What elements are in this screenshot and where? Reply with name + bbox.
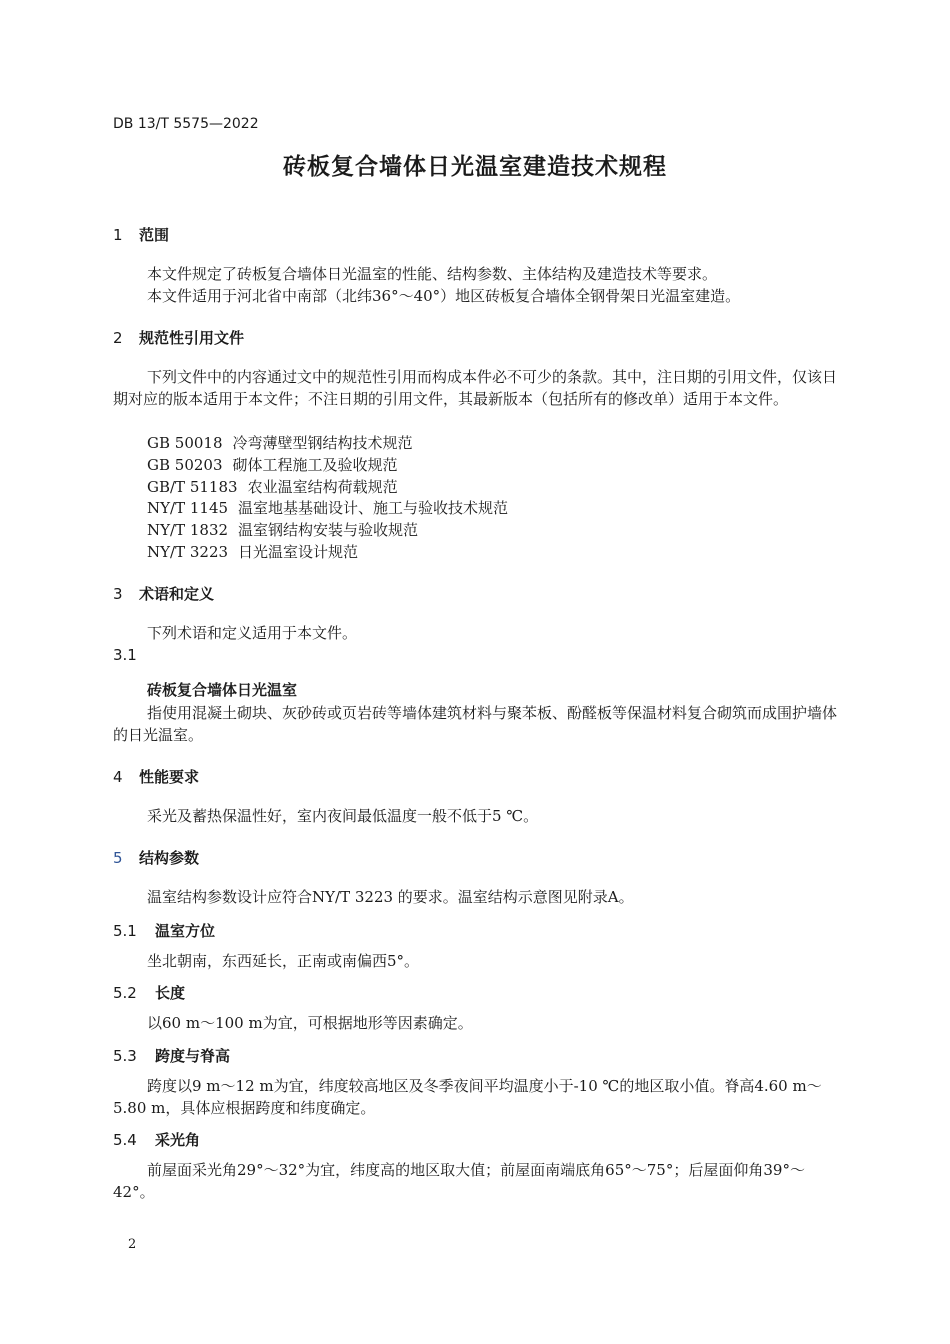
subsection-title: 采光角 xyxy=(155,1131,201,1149)
section-4-heading xyxy=(113,766,199,787)
section-title: 规范性引用文件 xyxy=(139,329,245,347)
subsection-number: 5.1 xyxy=(113,922,137,940)
reference-code: NY/T 1832 xyxy=(147,521,229,539)
reference-code: GB 50018 xyxy=(147,434,223,452)
subsection-number: 5.3 xyxy=(113,1047,137,1065)
paragraph: 以60 m～100 m为宜，可根据地形等因素确定。 xyxy=(147,1014,473,1032)
paragraph: 前屋面采光角29°～32°为宜，纬度高的地区取大值；前屋面南端底角65°～75°；后屋面仰角39°～42°。 xyxy=(113,1161,805,1201)
section-3-heading xyxy=(113,583,214,604)
section-number: 1 xyxy=(113,226,123,244)
term-definition: 指使用混凝土砌块、灰砂砖或页岩砖等墙体建筑材料与聚苯板、酚醛板等保温材料复合砌筑而成围护墙体的日光温室。 xyxy=(113,704,838,744)
section-number: 5 xyxy=(113,849,123,867)
paragraph: 温室结构参数设计应符合NY/T 3223 的要求。温室结构示意图见附录A。 xyxy=(147,888,634,906)
reference-code: NY/T 3223 xyxy=(147,543,229,561)
paragraph: 下列文件中的内容通过文中的规范性引用而构成本件必不可少的条款。其中，注日期的引用文件，仅该日期对应的版本适用于本文件；不注日期的引用文件，其最新版本（包括所有的修改单）适用于本文件。 xyxy=(113,368,838,408)
section-title: 范围 xyxy=(139,226,170,244)
section-1-heading xyxy=(113,224,169,245)
section-number: 3 xyxy=(113,585,123,603)
reference-name: 农业温室结构荷载规范 xyxy=(247,478,398,496)
reference-name: 冷弯薄壁型钢结构技术规范 xyxy=(232,434,413,452)
subsection-number: 5.4 xyxy=(113,1131,137,1149)
section-title: 术语和定义 xyxy=(139,585,215,603)
section-number: 2 xyxy=(113,329,123,347)
page-title: 砖板复合墙体日光温室建造技术规程 xyxy=(283,154,667,180)
reference-item xyxy=(147,541,358,562)
reference-item xyxy=(147,497,508,518)
reference-name: 温室地基基础设计、施工与验收技术规范 xyxy=(238,499,509,517)
reference-item xyxy=(147,519,418,540)
paragraph: 本文件适用于河北省中南部（北纬36°～40°）地区砖板复合墙体全钢骨架日光温室建造。 xyxy=(147,287,741,305)
paragraph: 坐北朝南，东西延长，正南或南偏西5°。 xyxy=(147,952,420,970)
reference-item xyxy=(147,454,398,475)
subsection-title: 长度 xyxy=(155,984,186,1002)
subsection-number: 5.2 xyxy=(113,984,137,1002)
section-title: 性能要求 xyxy=(139,768,200,786)
subsection-5-4-heading xyxy=(113,1129,200,1150)
subsection-title: 温室方位 xyxy=(155,922,216,940)
reference-item xyxy=(147,432,413,453)
paragraph: 本文件规定了砖板复合墙体日光温室的性能、结构参数、主体结构及建造技术等要求。 xyxy=(147,265,718,283)
reference-name: 温室钢结构安装与验收规范 xyxy=(238,521,419,539)
document-code: DB 13/T 5575—2022 xyxy=(113,116,259,132)
section-2-heading xyxy=(113,327,244,348)
reference-code: GB 50203 xyxy=(147,456,223,474)
section-number: 4 xyxy=(113,768,123,786)
subsection-5-3-heading xyxy=(113,1045,230,1066)
term-number: 3.1 xyxy=(113,646,137,664)
term-title: 砖板复合墙体日光温室 xyxy=(147,681,298,699)
reference-item xyxy=(147,476,398,497)
paragraph: 跨度以9 m～12 m为宜，纬度较高地区及冬季夜间平均温度小于-10 ℃的地区取小值。脊高4.60 m～5.80 m，具体应根据跨度和纬度确定。 xyxy=(113,1077,822,1117)
reference-code: GB/T 51183 xyxy=(147,478,238,496)
subsection-5-2-heading xyxy=(113,982,185,1003)
reference-name: 砌体工程施工及验收规范 xyxy=(232,456,398,474)
reference-code: NY/T 1145 xyxy=(147,499,229,517)
paragraph: 下列术语和定义适用于本文件。 xyxy=(147,624,358,642)
reference-name: 日光温室设计规范 xyxy=(238,543,359,561)
section-title: 结构参数 xyxy=(139,849,200,867)
subsection-title: 跨度与脊高 xyxy=(155,1047,231,1065)
page-number: 2 xyxy=(128,1237,137,1252)
subsection-5-1-heading xyxy=(113,920,215,941)
paragraph: 采光及蓄热保温性好，室内夜间最低温度一般不低于5 ℃。 xyxy=(147,807,539,825)
section-5-heading xyxy=(113,847,199,868)
